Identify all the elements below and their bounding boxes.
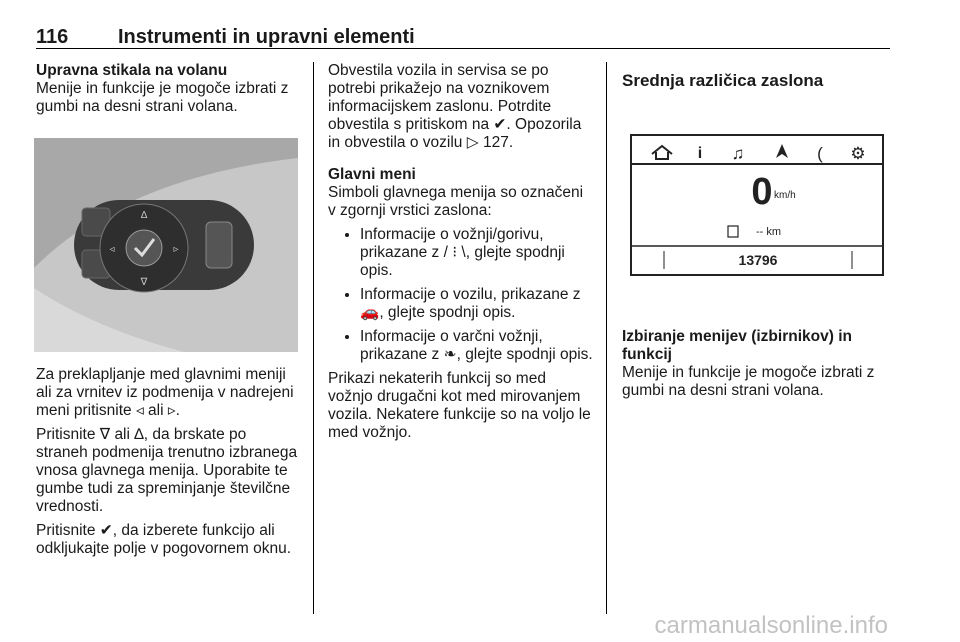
phone-icon: ( xyxy=(817,144,823,163)
column-divider-1 xyxy=(313,62,314,614)
svg-text:▹: ▹ xyxy=(173,244,179,255)
speed-unit: km/h xyxy=(774,190,796,201)
menu-selection-text: Menije in funkcije je mogoče izbrati z gumbi na desni strani volana. xyxy=(622,364,875,399)
watermark: carmanualsonline.info xyxy=(654,612,888,639)
car-icon: 🚗 xyxy=(360,304,380,321)
mid-level-display-image xyxy=(630,134,884,276)
paragraph-driving-restrictions: Prikazi nekaterih funkcij so med vožnjo drugačni kot med mirovanjem vozila. Nekatere funkcije so na voljo le med vožnjo. xyxy=(328,370,591,441)
arrow-left-icon: ◃ xyxy=(135,402,144,419)
arrow-down-icon: ∇ xyxy=(99,426,111,443)
section-heading-steering-controls: Upravna stikala na volanu xyxy=(36,62,228,79)
road-icon: / ⁝ \ xyxy=(443,244,466,261)
section-heading-main-menu: Glavni meni xyxy=(328,166,416,183)
section-heading-mid-display: Srednja različica zaslona xyxy=(622,71,824,90)
paragraph-select-function: Pritisnite ✔, da izberete funkcijo ali odkljukajte polje v pogovornem oknu. xyxy=(36,522,292,557)
odometer-value: 13796 xyxy=(738,252,778,268)
paragraph-notifications: Obvestila vozila in servisa se po potrebi prikažejo na voznikovem informacijskem zaslonu. Potrdite obvestila s pritiskom na ✔. Opozorila in obvestila o vozilu ▷ 127. xyxy=(328,62,582,151)
speed-value: 0 xyxy=(751,171,773,213)
column-2 xyxy=(328,62,594,448)
page-reference-icon: ▷ xyxy=(466,134,479,151)
column-3 xyxy=(622,62,892,406)
range-value: -- km xyxy=(756,226,782,238)
column-divider-2 xyxy=(606,62,607,614)
svg-text:∆: ∆ xyxy=(140,210,148,221)
main-menu-symbol-list xyxy=(328,226,594,364)
arrow-right-icon: ▹ xyxy=(167,402,176,419)
list-item: • Informacije o vozilu, prikazane z 🚗, glejte spodnji opis. xyxy=(360,286,594,322)
svg-text:∇: ∇ xyxy=(140,277,148,288)
intro-text: Menije in funkcije je mogoče izbrati z gumbi na desni strani volana. xyxy=(36,80,289,115)
page-number: 116 xyxy=(36,26,69,48)
section-heading-menu-selection: Izbiranje menijev (izbirnikov) in funkcij xyxy=(622,328,852,363)
list-item: • Informacije o vožnji/gorivu, prikazane z / ⁝ \, glejte spodnji opis. xyxy=(360,226,594,280)
main-menu-intro: Simboli glavnega menija so označeni v zgornji vrstici zaslona: xyxy=(328,184,584,219)
chapter-title: Instrumenti in upravni elementi xyxy=(118,26,415,48)
info-icon: i xyxy=(697,145,703,162)
music-icon: ♫ xyxy=(731,144,745,163)
column-1 xyxy=(36,62,300,564)
paragraph-browse-pages: Pritisnite ∇ ali ∆, da brskate po straneh podmenija trenutno izbranega vnosa glavnega menija. Uporabite te gumbe tudi za spreminjanje številčne vrednosti. xyxy=(36,426,298,515)
svg-text:◃: ◃ xyxy=(109,244,115,255)
paragraph-main-menu-switch: Za preklapljanje med glavnimi meniji ali za vrnitev iz podmenija v nadrejeni meni pritisnite ◃ ali ▹. xyxy=(36,366,294,419)
steering-wheel-controls-image xyxy=(34,138,298,352)
arrow-up-icon: ∆ xyxy=(134,426,144,443)
header-rule xyxy=(36,48,890,49)
list-item: • Informacije o varčni vožnji, prikazane z ❧, glejte spodnji opis. xyxy=(360,328,594,364)
settings-gear-icon: ⚙ xyxy=(850,144,866,163)
checkmark-icon: ✔ xyxy=(493,116,507,133)
checkmark-icon: ✔ xyxy=(99,522,113,539)
page-header xyxy=(36,26,415,49)
eco-leaf-icon: ❧ xyxy=(443,346,457,363)
